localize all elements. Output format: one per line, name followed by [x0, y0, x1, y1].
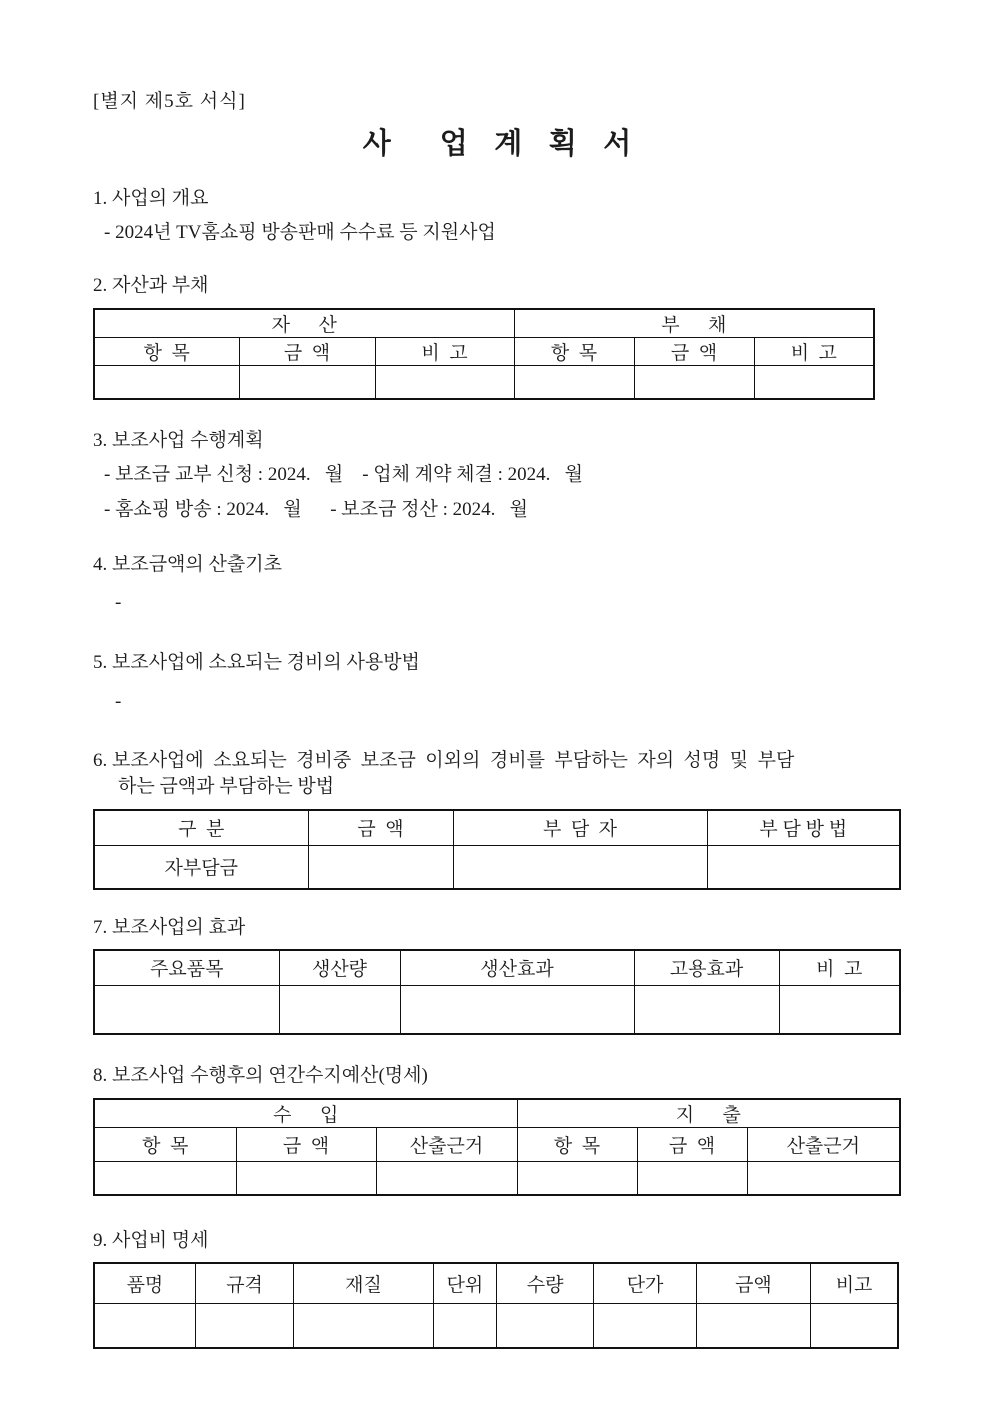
- table-cell: [433, 1303, 496, 1348]
- table-header-row: [94, 810, 900, 846]
- section8-heading: 8. 보조사업 수행후의 연간수지예산(명세): [93, 1064, 428, 1086]
- column-header: 금 액: [308, 810, 453, 846]
- column-header: 생산량: [279, 950, 400, 986]
- table-cell: [514, 366, 634, 399]
- table-cell: [279, 986, 400, 1034]
- column-header: 항 목: [94, 338, 239, 366]
- table-cell: [634, 366, 754, 399]
- column-header: 금 액: [634, 338, 754, 366]
- column-header: 구 분: [94, 810, 308, 846]
- section1-item: - 2024년 TV홈쇼핑 방송판매 수수료 등 지원사업: [104, 222, 496, 243]
- group-header-liabilities: 부 채: [514, 309, 874, 338]
- column-header: 항 목: [94, 1127, 236, 1161]
- table-row: [94, 986, 900, 1034]
- section2-heading: 2. 자산과 부채: [93, 275, 209, 296]
- table-cell: [496, 1303, 593, 1348]
- column-header: 항 목: [514, 338, 634, 366]
- table-cell: [634, 986, 779, 1034]
- column-header: 품명: [94, 1263, 195, 1303]
- column-header: 고용효과: [634, 950, 779, 986]
- table-cell: [94, 366, 239, 399]
- column-header: 비 고: [754, 338, 874, 366]
- section6-heading-line1: 6. 보조사업에 소요되는 경비중 보조금 이외의 경비를 부담하는 자의 성명 및 부담: [93, 749, 795, 771]
- column-header: 생산효과: [400, 950, 634, 986]
- column-header: 단위: [433, 1263, 496, 1303]
- table-cell: [779, 986, 900, 1034]
- section5-item: -: [115, 690, 122, 712]
- table-row: [94, 1161, 900, 1195]
- table-row: [94, 1303, 898, 1348]
- table-header-row: [94, 1263, 898, 1303]
- section3-line2: - 홈쇼핑 방송 : 2024. 월 - 보조금 정산 : 2024. 월: [104, 498, 528, 520]
- section1-heading: 1. 사업의 개요: [93, 188, 209, 209]
- group-header-assets: 자 산: [94, 309, 514, 338]
- column-header: 산출근거: [747, 1127, 900, 1161]
- table-cell: [376, 1161, 517, 1195]
- form-label: [별지 제5호 서식]: [93, 91, 246, 112]
- column-header: 비고: [811, 1263, 898, 1303]
- table-row: [94, 366, 874, 399]
- column-header: 부 담 자: [453, 810, 707, 846]
- table-cell: [453, 846, 707, 889]
- column-header: 주요품목: [94, 950, 279, 986]
- table-cell: 자부담금: [94, 846, 308, 889]
- group-header-income: 수 입: [94, 1099, 517, 1128]
- group-header-expense: 지 출: [517, 1099, 900, 1128]
- column-header: 재질: [294, 1263, 434, 1303]
- table-cell: [696, 1303, 810, 1348]
- table-row: [94, 846, 900, 889]
- section7-heading: 7. 보조사업의 효과: [93, 916, 246, 938]
- cost-bearing-table: [93, 809, 901, 890]
- table-cell: [294, 1303, 434, 1348]
- table-row: [94, 309, 874, 338]
- column-header: 단가: [594, 1263, 696, 1303]
- column-header: 규격: [195, 1263, 293, 1303]
- table-cell: [811, 1303, 898, 1348]
- table-cell: [754, 366, 874, 399]
- table-header-row: [94, 338, 874, 366]
- assets-liabilities-table: [93, 308, 875, 400]
- section6-heading-line2: 하는 금액과 부담하는 방법: [118, 775, 335, 797]
- table-cell: [94, 986, 279, 1034]
- column-header: 금액: [696, 1263, 810, 1303]
- table-header-row: [94, 1127, 900, 1161]
- section4-item: -: [115, 591, 122, 613]
- column-header: 금 액: [236, 1127, 376, 1161]
- table-cell: [94, 1303, 195, 1348]
- table-cell: [239, 366, 375, 399]
- column-header: 수량: [496, 1263, 593, 1303]
- table-cell: [747, 1161, 900, 1195]
- table-cell: [195, 1303, 293, 1348]
- section9-heading: 9. 사업비 명세: [93, 1230, 209, 1251]
- table-cell: [594, 1303, 696, 1348]
- section3-line1: - 보조금 교부 신청 : 2024. 월 - 업체 계약 체결 : 2024. 월: [104, 463, 584, 485]
- section4-heading: 4. 보조금액의 산출기초: [93, 553, 282, 575]
- table-cell: [637, 1161, 747, 1195]
- table-row: [94, 1099, 900, 1128]
- column-header: 항 목: [517, 1127, 637, 1161]
- column-header: 산출근거: [376, 1127, 517, 1161]
- table-cell: [517, 1161, 637, 1195]
- annual-budget-table: [93, 1098, 901, 1197]
- table-cell: [707, 846, 900, 889]
- table-cell: [308, 846, 453, 889]
- table-header-row: [94, 950, 900, 986]
- table-cell: [94, 1161, 236, 1195]
- column-header: 비 고: [375, 338, 514, 366]
- project-cost-detail-table: [93, 1262, 899, 1349]
- section3-heading: 3. 보조사업 수행계획: [93, 429, 264, 451]
- project-effect-table: [93, 949, 901, 1035]
- column-header: 비 고: [779, 950, 900, 986]
- section5-heading: 5. 보조사업에 소요되는 경비의 사용방법: [93, 651, 420, 673]
- column-header: 부 담 방 법: [707, 810, 900, 846]
- column-header: 금 액: [239, 338, 375, 366]
- table-cell: [236, 1161, 376, 1195]
- page-title: 사 업 계 획 서: [362, 128, 636, 160]
- column-header: 금 액: [637, 1127, 747, 1161]
- table-cell: [400, 986, 634, 1034]
- table-cell: [375, 366, 514, 399]
